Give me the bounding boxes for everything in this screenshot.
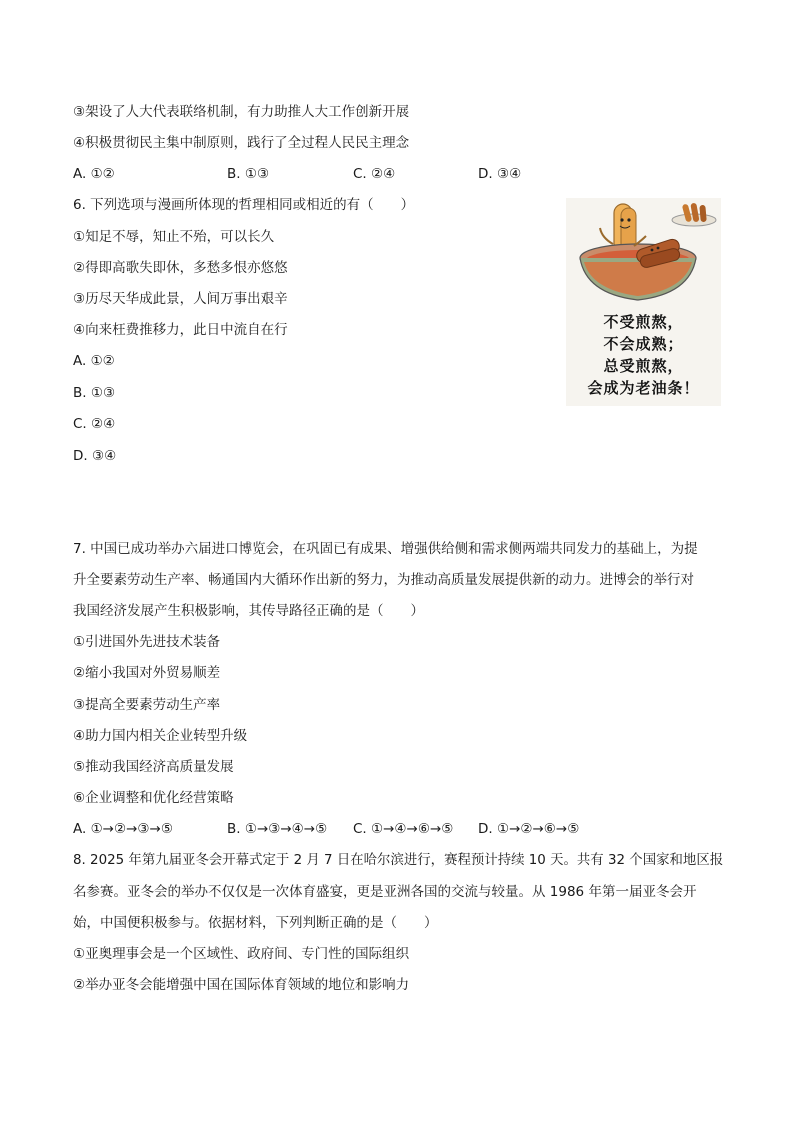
cartoon-caption-line-2: 不会成熟； xyxy=(603,335,684,353)
q6-option-b: B. ①③ xyxy=(73,385,116,401)
q6-option-c: C. ②④ xyxy=(73,416,116,432)
q6-statement-3: ③历尽天华成此景，人间万事出艰辛 xyxy=(73,291,288,307)
q6-statement-4: ④向来枉费推移力，此日中流自在行 xyxy=(73,322,288,338)
q7-stem-line-2: 升全要素劳动生产率、畅通国内大循环作出新的努力，为推动高质量发展提供新的动力。进博会的举行对 xyxy=(73,572,694,588)
q7-statement-5: ⑤推动我国经济高质量发展 xyxy=(73,759,234,775)
q5-statement-3: ③架设了人大代表联络机制，有力助推人大工作创新开展 xyxy=(73,104,410,120)
q7-statement-1: ①引进国外先进技术装备 xyxy=(73,634,221,650)
q7-statement-4: ④助力国内相关企业转型升级 xyxy=(73,728,248,744)
q7-statement-2: ②缩小我国对外贸易顺差 xyxy=(73,665,221,681)
cartoon-caption-line-1: 不受煎熬， xyxy=(603,313,684,331)
q7-option-d: D. ①→②→⑥→⑤ xyxy=(478,821,580,837)
q8-stem-line-1: 8. 2025 年第九届亚冬会开幕式定于 2 月 7 日在哈尔滨进行，赛程预计持续 10 天。共有 32 个国家和地区报 xyxy=(73,853,724,868)
q5-statement-4: ④积极贯彻民主集中制原则，践行了全过程人民民主理念 xyxy=(73,135,410,151)
q6-statement-1: ①知足不辱，知止不殆，可以长久 xyxy=(73,229,275,245)
q8-stem-line-3: 始，中国便积极参与。依据材料，下列判断正确的是（ ） xyxy=(73,915,438,931)
q7-stem-line-1: 7. 中国已成功举办六届进口博览会，在巩固已有成果、增强供给侧和需求侧两端共同发力的基础上，为提 xyxy=(73,541,698,557)
cartoon-caption-line-4: 会成为老油条！ xyxy=(587,379,700,397)
q8-stem-line-2: 名参赛。亚冬会的举办不仅仅是一次体育盛宴，更是亚洲各国的交流与较量。从 1986 年第一届亚冬会开 xyxy=(73,884,697,900)
q5-option-d: D. ③④ xyxy=(478,166,522,182)
q7-option-b: B. ①→③→④→⑤ xyxy=(227,821,328,837)
q6-statement-2: ②得即高歌失即休，多愁多恨亦悠悠 xyxy=(73,260,288,276)
q7-option-a: A. ①→②→③→⑤ xyxy=(73,821,173,837)
q8-statement-2: ②举办亚冬会能增强中国在国际体育领域的地位和影响力 xyxy=(73,977,410,993)
q7-statement-6: ⑥企业调整和优化经营策略 xyxy=(73,790,234,806)
q7-statement-3: ③提高全要素劳动生产率 xyxy=(73,697,221,713)
q6-stem: 6. 下列选项与漫画所体现的哲理相同或相近的有（ ） xyxy=(73,197,415,213)
q5-option-a: A. ①② xyxy=(73,166,115,182)
q7-option-c: C. ①→④→⑥→⑤ xyxy=(353,821,454,837)
q6-option-d: D. ③④ xyxy=(73,448,117,464)
q6-option-a: A. ①② xyxy=(73,353,115,369)
q8-statement-1: ①亚奥理事会是一个区域性、政府间、专门性的国际组织 xyxy=(73,946,410,962)
cartoon-caption-line-3: 总受煎熬， xyxy=(603,357,684,375)
q5-option-c: C. ②④ xyxy=(353,166,396,182)
q5-option-b: B. ①③ xyxy=(227,166,270,182)
q6-cartoon-image xyxy=(566,198,721,406)
q7-stem-line-3: 我国经济发展产生积极影响，其传导路径正确的是（ ） xyxy=(73,603,424,619)
